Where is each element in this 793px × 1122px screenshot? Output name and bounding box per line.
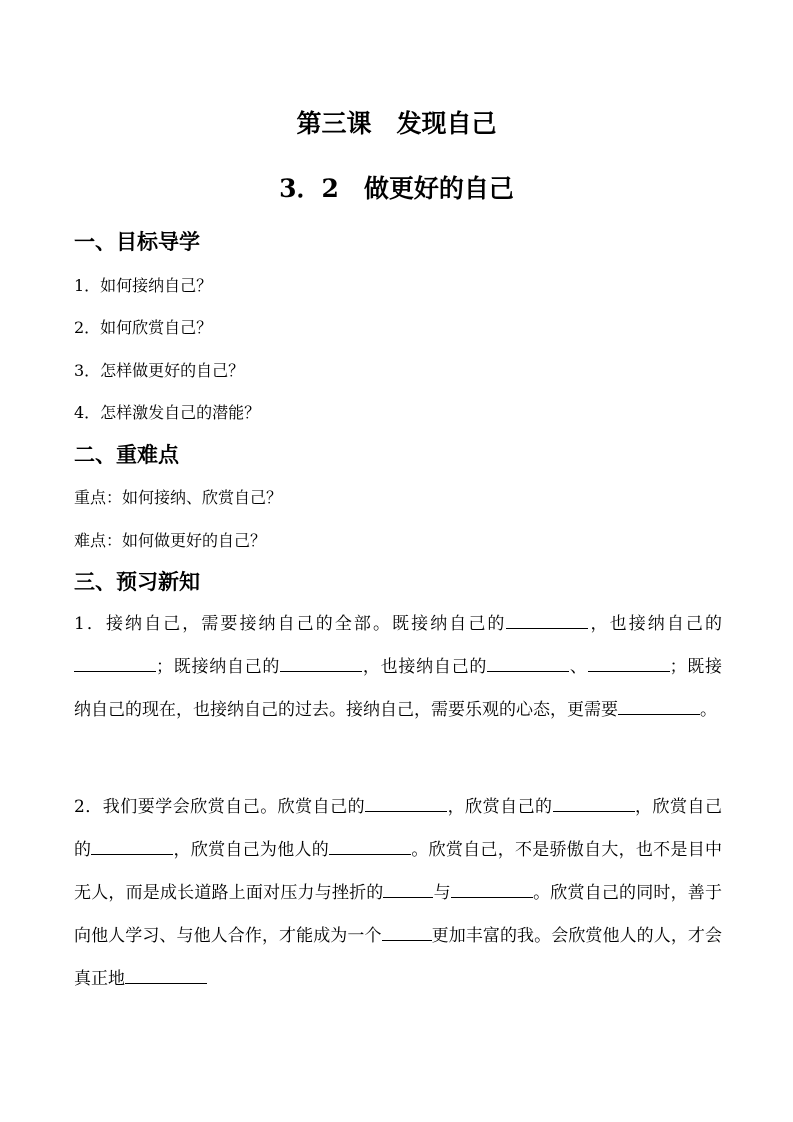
- p2-text-3: ，欣赏自己的: [74, 797, 722, 860]
- fill-blank-6[interactable]: [618, 696, 700, 715]
- fill-blank-5[interactable]: [588, 653, 670, 672]
- p2-text-5: 。欣赏自己，不是骄傲自大，也不是目中无人，而是成长道路上面对压力与挫折的: [74, 840, 723, 903]
- fill-blank-10[interactable]: [329, 836, 411, 855]
- p2-text-7: 。欣赏自己的同时，善于向他人学习、与他人合作，才能成为一个: [74, 883, 723, 946]
- p1-text-4: ，也接纳自己的: [362, 657, 488, 677]
- p1-text-3: ；既接纳自己的: [156, 657, 281, 677]
- p1-text-7: 。: [700, 700, 717, 720]
- p2-text-1: 2．我们要学会欣赏自己。欣赏自己的: [74, 797, 366, 817]
- goal-item-1: 1．如何接纳自己？: [74, 276, 213, 295]
- p2-text-6: 与: [433, 883, 451, 903]
- fill-blank-2[interactable]: [74, 653, 156, 672]
- fill-blank-14[interactable]: [125, 965, 207, 984]
- lesson-subtitle: 3．2 做更好的自己: [279, 174, 514, 203]
- fill-blank-7[interactable]: [365, 793, 447, 812]
- fill-blank-9[interactable]: [91, 836, 173, 855]
- fill-blank-13[interactable]: [382, 922, 432, 941]
- lesson-title: 第三课 发现自己: [296, 109, 497, 138]
- fill-blank-3[interactable]: [280, 653, 362, 672]
- p2-text-8: 更加丰富的我。会欣赏他人的人，才会真正地: [74, 926, 723, 989]
- p1-text-5: 、: [569, 657, 588, 677]
- fill-blank-11[interactable]: [383, 879, 433, 898]
- fill-blank-8[interactable]: [553, 793, 635, 812]
- p1-text-2: ，也接纳自己的: [588, 614, 722, 634]
- goal-item-2: 2．如何欣赏自己？: [74, 318, 213, 337]
- fill-blank-1[interactable]: [506, 610, 588, 629]
- section-heading-key-points: 二、重难点: [74, 442, 179, 467]
- p2-text-2: ，欣赏自己的: [447, 797, 553, 817]
- section-heading-preview: 三、预习新知: [74, 569, 200, 594]
- p2-text-4: ，欣赏自己为他人的: [173, 840, 330, 860]
- p1-text-1: 1．接纳自己，需要接纳自己的全部。既接纳自己的: [74, 614, 507, 634]
- preview-paragraph-2: [74, 786, 722, 1001]
- section-heading-goals: 一、目标导学: [74, 229, 200, 254]
- key-point: 重点：如何接纳、欣赏自己？: [74, 488, 283, 507]
- fill-blank-4[interactable]: [487, 653, 569, 672]
- p1-text-6: ；既接纳自己的现在，也接纳自己的过去。接纳自己，需要乐观的心态，更需要: [74, 657, 723, 720]
- preview-paragraph-1: [74, 603, 722, 732]
- fill-blank-12[interactable]: [451, 879, 533, 898]
- goal-item-3: 3．怎样做更好的自己？: [74, 361, 245, 380]
- difficult-point: 难点：如何做更好的自己？: [74, 531, 267, 550]
- goal-item-4: 4．怎样激发自己的潜能？: [74, 403, 261, 422]
